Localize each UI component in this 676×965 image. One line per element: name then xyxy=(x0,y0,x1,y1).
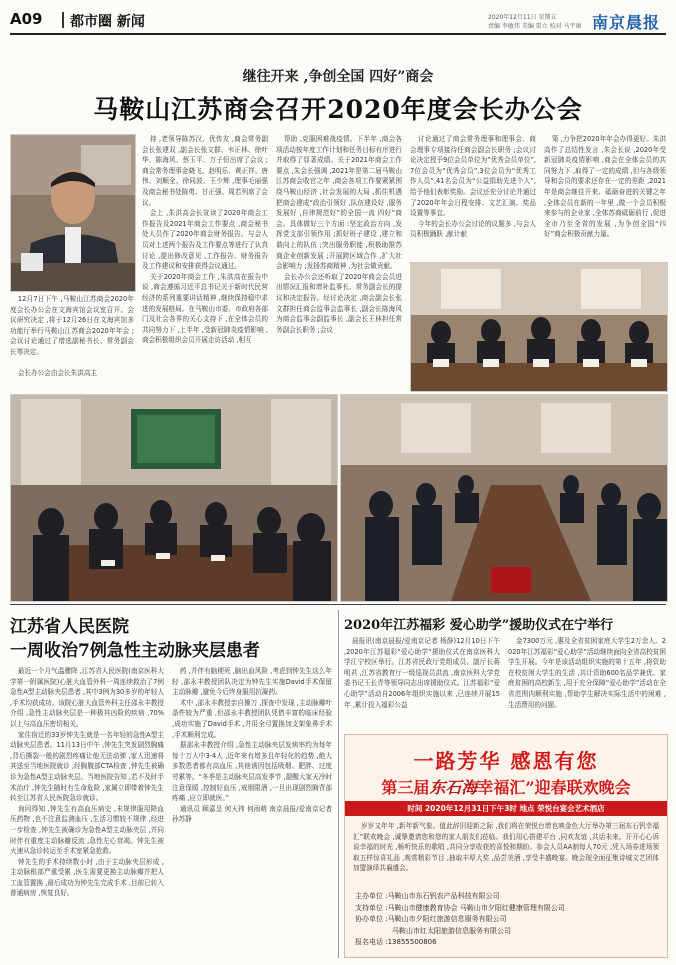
ad-co-row: 协办单位 :马鞍山市夕阳红旅游信息服务有限公司 xyxy=(355,915,507,923)
paragraph: 询问得知 ,钟先生有高血压病史 ,未规律服用降血压药物 ,也不注意监测血压 ,生活习惯较不规律 ,经进一步检查 ,钟先生被确诊为急性A型主动脉夹层 ,并同时伴有重度主动脉瓣反流 ,急性左心衰竭。钟先生被火速从急诊转运至手术室紧急抢救。 xyxy=(10,804,164,856)
article1-col2 xyxy=(142,134,268,390)
article3-col2 xyxy=(508,636,666,730)
article1-subtitle: 继往开来 ,争创全国 四好”商会 xyxy=(242,69,434,85)
ad-slogan: 一路芳华 感恩有您 xyxy=(413,749,599,773)
article3-col1 xyxy=(344,636,500,730)
article1-col1-cont: 会长办公会由会长朱洪高主 xyxy=(17,369,98,377)
header-rule xyxy=(10,33,666,35)
ad-support-row: 支持单位 :马鞍山市健康教育协会 马鞍山市夕阳红健康管理有限公司 xyxy=(355,903,565,912)
ad-phone-row: 报名电话 :13855500806 xyxy=(355,938,437,946)
ad-organizers xyxy=(355,891,661,949)
meeting-photo-2 xyxy=(10,394,338,602)
article2-col2 xyxy=(172,666,332,958)
meeting-photo-1 xyxy=(410,262,668,392)
label: 支持单位 xyxy=(355,903,383,912)
paragraph: 钟先生的手术持续数小时 ,由于主动脉夹层形成 ,主动脉根部严重受累 ,医生需要更换主动脉瓣并把人工血管置换 ,最后成功为钟先生完成手术 ,目前已转入普通病房 ,恢复良好。 xyxy=(10,857,164,898)
ad-co-row-2 xyxy=(355,926,661,938)
paragraph: 持 ,老领导陈苏汉、优传友 ,商会常务副会长张建双 ,副会长张文群、韦正林、徐叶华、陈海风、蔡玉平、万子恒出席了会议 ;商会常务理事金晓飞、赵明乐、黄正祥、唐伟、刘顺全、徐同波、王少辉 ,理事毛丽强及商会秘书处陈勇、甘正强、周若列席了会议。 xyxy=(142,135,268,207)
label: 主办单位 xyxy=(355,892,383,900)
value: 马鞍山市东石钒农产品科技有限公司 xyxy=(387,892,500,900)
ad-title-post: 幸福汇”迎春联欢晚会 xyxy=(477,778,631,797)
ad-time-place: 时间 2020年12月31日下午3时 地点 荣悦台宴会艺术酒店 xyxy=(345,801,667,816)
ad-brand-logo: 东石海 xyxy=(429,778,478,797)
page-number: A09 xyxy=(10,10,43,28)
meeting-photo-3 xyxy=(340,394,668,602)
date-line: 2020年12月11日 星期五 xyxy=(488,14,557,21)
paragraph: 晨报讯(南京晨报/爱南京记者 杨静)12月10日下午 ,2020年江苏福彩“爱心助学”援助仪式在南京医科大学江宁校区举行。江苏省民政厅党组成员、副厅长蒋明君 ,江苏省教育厅一级巡视员洪流 ,南京医科大学党委书记王长青等领导同志出席援助仪式。江苏福彩“爱心助学”活动自2006年组织实施以来 ,已连续开展15年 ,累计投入福彩公益 xyxy=(344,637,500,709)
section-title: 都市圈 新闻 xyxy=(70,14,145,30)
section-rule xyxy=(10,604,666,605)
paragraph: 通讯员 顾嘉呈 何天祎 何雨萌 南京晨报/爱南京记者 孙苏静 xyxy=(172,804,332,824)
value: 马鞍山市夕阳红旅游信息服务有限公司 xyxy=(387,915,507,923)
article2-title-line1: 江苏省人民医院 xyxy=(10,617,129,637)
ad-title-pre: 第三届 xyxy=(381,778,430,797)
article1-title: 马鞍山江苏商会召开2020年度会长办公会 xyxy=(93,95,583,124)
portrait-photo xyxy=(10,134,136,292)
newspaper-logo: 南京晨报 xyxy=(592,13,661,32)
paragraph: 关于2020年商会工作 ,朱洪高在报告中说 ,商会遵循习近平总书记关于新时代民营经济的系列重要讲话精神 ,继续保持稳中求进的发展格局。在马鞍山市委、市政府各部门及社会各界的关心支持下 ,在全体会员的共同努力下 ,上半年 ,受新冠肺炎疫情影响 ,商会积极组织会员开展走访活动 ,相互 xyxy=(142,272,268,345)
value: 马鞍山市健康教育协会 马鞍山市夕阳红健康管理有限公司 xyxy=(387,903,565,912)
header-divider xyxy=(62,12,64,28)
article2-title-line2: 一周收治7例急性主动脉夹层患者 xyxy=(10,641,260,661)
paragraph: 会长办公会还听取了2020年商会会员进出情况汇报和增补监事长、常务副会长的提议和决定报告。经讨论决定 ,商会副会长张文群担任商会监事会监事长 ,副会长陈海风为商会监事会副监事长 ,副会长王林担任常务副会长职务 ;会议 xyxy=(276,272,402,334)
article1-col3 xyxy=(276,134,402,390)
ad-title xyxy=(345,775,667,798)
paragraph: 据邵永丰教授介绍 ,急性主动脉夹层发病率约为每年每十万人中3-4人 ,近年来有增多且年轻化的趋势 ,绝大多数患者都有高血压 ,其他诱因包括吸烟、肥胖、过度劳累等。“冬季是主动脉夹层高发季节 ,提醒大家天冷时注意保暖 ,控制好血压 ,戒烟限酒 ,一旦出现剧烈胸背部疼痛 ,应立即就医。” xyxy=(172,741,332,803)
header-info xyxy=(488,13,582,31)
value: 13855500806 xyxy=(387,938,437,946)
column-divider xyxy=(338,610,339,958)
paragraph: 今年的会长办公会讨论的议题多 ,与会人员积极踊跃 ,献计献 xyxy=(410,219,536,239)
article1-col4 xyxy=(410,134,536,258)
ad-sponsor-row: 主办单位 :马鞍山市东石钒农产品科技有限公司 xyxy=(355,892,500,900)
article3-title: 2020年江苏福彩 爱心助学”援助仪式在宁举行 xyxy=(344,618,614,633)
article1-caption: 12月7日下午 ,马鞍山江苏商会2020年度会长办公会在文海宾馆会议室召开。会议研究决定 ,将于12月26日在文海宾馆多功能厅举行马鞍山江苏商会2020年年会 ;会议讨论通过了增选副秘书长、常务副会长等决定。 xyxy=(10,295,134,356)
label: 报名电话 xyxy=(355,938,383,946)
article1-col5 xyxy=(544,134,666,258)
ad-body: 岁岁又年年 ,新年新气象。值此辞旧迎新之际 ,我们将在荣悦台增也映金色大厅举办第三届东石钒幸福汇”联欢晚会 ,诚挚邀请您和您的家人朋友们莅临。我们用心搭建平台 ,同欢友谊 ,共话未来。开开心心诉说幸福的时光 ,畅听快乐的歌唱 ,共同分享收获的喜悦和期盼。参会人员AA制每人70元 ,凭入场券进场领取五样惊喜礼品 ,观赏精彩节目 ,抽取丰厚大奖 ,品尝美酒 ,享受丰盛晚宴。晚会现全面征集诗城文艺团体加盟演绎共襄盛会。 xyxy=(353,822,659,873)
paragraph: 家住宿迁的33岁钟先生就是一名年轻的急性A型主动脉夹层患者。11月13日中午 ,钟先生突发剧烈胸痛 ,背后撕裂一般的剧烈疼痛让他无法动弹 ,家人迅速将其送至当地医院就诊 ,经胸腹部CTA检查 ,钟先生被确诊为急性A型主动脉夹层。当地医院告知 ,若不及时手术治疗 ,钟先生随时有生命危险 ,家属立即带着钟先生转至江苏省人民医院急诊就诊。 xyxy=(10,730,164,803)
paragraph: 最近一个月气温骤降 ,江苏省人民医院(南京医科大学第一附属医院)心脏大血管外科一周连续救治了7例急性A型主动脉夹层患者 ,其中3例为30多岁的年轻人 ,手术均获成功。该院心脏大血管外科主任邵永丰教授介绍 ,急性主动脉夹层是一种极其凶险的疾病 ,70%以上与高血压密切相关。 xyxy=(10,667,164,728)
paragraph: 帮助 ,克服困难战疫情。下半年 ,商会各项活动按年度工作计划和任务目标有序进行并取得了显著成绩。关于2021年商会工作要点 ,朱会长强调 ,2021年是第二届马鞍山江苏商会收官之年 ,商会各项工作要紧紧围绕马鞍山经济 ,社会发展的大局 ,抓住机遇把商会建成“政治引领好 ,队伍建设好 ,服务发展好 ,自律规范好”的全国一流 四好”商会。具体做好三个方面 :坚定政治方向 ,发挥党支部引领作用 ;抓好班子建设 ,建立和谐向上的队伍 ;突出服务职能 ,积极助推苏商企业创新发展 ;开展跨区域合作 ,扩大社会影响力 ;发扬苏商精神 ,为社会做贡献。 xyxy=(276,135,402,271)
paragraph: 讨论通过了商会常务理事和理事会、商会理事专项接待任商会副会长职务 ;会议讨论决定授予9位会员单位为“优秀会员单位”,7位会员为“优秀会员”,3位会员为“优秀工作人员”,41名会员为“公益捐助先进个人”,给予他们表彰奖励。会议还充分讨论并通过了2020年年会日程安排、文艺汇演、奖品设置等事宜。 xyxy=(410,135,536,218)
paragraph: 金7300万元 ,惠及全省贫困家庭大学生2万余人。2020年江苏福彩“爱心助学”活动继续面向全省高校贫困学生开展。今年是该活动组织实施的第十五年 ,将资助在校贫困大学生的生活 ,共计资助600名品学兼优、家庭贫困的高校新生 ,用于充分保障“爱心助学”活动在全省范围内顺利实施 ,帮助学生解决实际生活中的困难 ,生活费用的问题。 xyxy=(508,637,666,709)
paragraph: 策 ,力争把2020年年会办得更好。朱洪高作了总结性发言 ,朱会长说 ,2020年受新冠肺炎疫情影响 ,商会在全体会员的共同努力下 ,取得了一定的成绩 ,但与各级领导和会员的要求还存在一定的差距 ,2021年是商会继往开来、砥砺奋进的关键之年 ,全体会员在新的一年里 ,做一个会员积极来参与的企业家 ,全体苏商砥砺前行 ,促进全市乃至全省的发展 ,为争创全国“四好”商会积极贡献力量。 xyxy=(544,135,666,239)
event-advertisement xyxy=(344,734,668,958)
label: 协办单位 xyxy=(355,915,383,923)
article2-col1 xyxy=(10,666,164,958)
staff-line: 责编 李敏伟 美编 雷立 校对 马宇康 xyxy=(488,23,582,30)
paragraph: 药 ,并伴有脑梗死 ,脑出血风险 ,考虑到钟先生这么年轻 ,邵永丰教授团队决定为钟先生实施David手术保留主动脉瓣 ,避免今后终身服用抗凝药。 xyxy=(172,667,332,697)
paragraph: 会上 ,朱洪高会长宣读了2020年商会工作报告及2021年商会工作要点 ,商会秘书处人员作了2020年商会财务报告。与会人员对上述两个报告及工作要点等进行了认真讨论 ,提出修改意见 ,工作报告、财务报告及工作建议和安排获得会议通过。 xyxy=(142,209,268,271)
value: 马鞍山市红太阳旅游信息服务有限公司 xyxy=(392,926,511,935)
paragraph: 术中 ,邵永丰教授亲自操刀 ,探查中发现 ,主动脉瓣叶条件较为严重 ,但邵永丰教授团队凭借丰富的临床经验 ,成功实施了David手术 ,并用全弓置换加支架象鼻手术 ,手术顺利完成。 xyxy=(172,698,332,739)
